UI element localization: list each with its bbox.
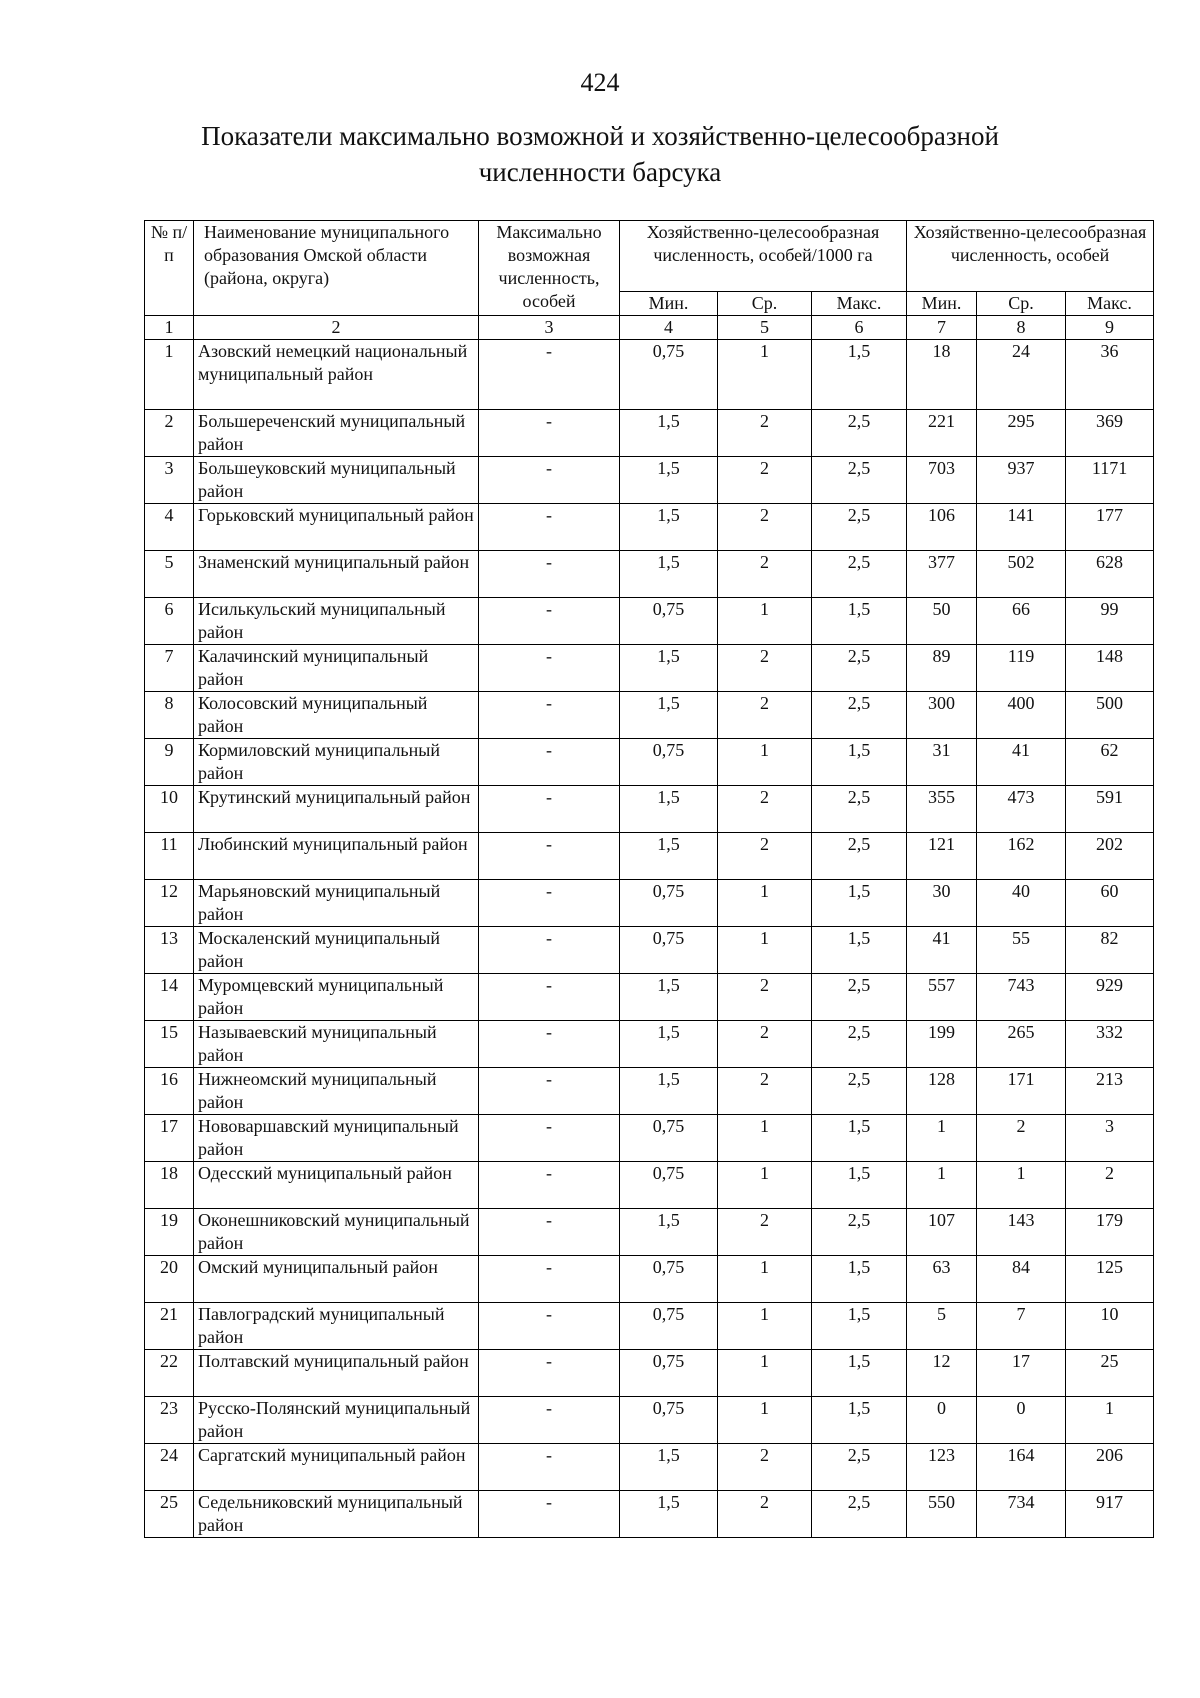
max-possible-cell: - (479, 410, 620, 457)
max-possible-cell: - (479, 551, 620, 598)
density-min-cell: 1,5 (620, 974, 718, 1021)
max-possible-cell: - (479, 1068, 620, 1115)
count-min-cell: 1 (907, 1162, 977, 1209)
row-number: 8 (145, 692, 194, 739)
count-max-cell: 591 (1066, 786, 1154, 833)
count-max-cell: 369 (1066, 410, 1154, 457)
density-avg-cell: 2 (718, 551, 812, 598)
density-avg-cell: 1 (718, 1397, 812, 1444)
count-avg-cell: 143 (977, 1209, 1066, 1256)
count-max-cell: 213 (1066, 1068, 1154, 1115)
count-max-cell: 500 (1066, 692, 1154, 739)
header-density-avg: Ср. (718, 292, 812, 316)
count-min-cell: 703 (907, 457, 977, 504)
count-max-cell: 177 (1066, 504, 1154, 551)
row-number: 17 (145, 1115, 194, 1162)
count-avg-cell: 171 (977, 1068, 1066, 1115)
header-count-max: Макс. (1066, 292, 1154, 316)
district-name: Муромцевский муниципальный район (194, 974, 479, 1021)
table-row (145, 833, 1154, 880)
max-possible-cell: - (479, 1444, 620, 1491)
density-avg-cell: 1 (718, 1303, 812, 1350)
column-number: 3 (479, 316, 620, 340)
row-number: 2 (145, 410, 194, 457)
count-max-cell: 36 (1066, 340, 1154, 410)
column-number: 4 (620, 316, 718, 340)
density-avg-cell: 2 (718, 1068, 812, 1115)
count-max-cell: 125 (1066, 1256, 1154, 1303)
density-max-cell: 1,5 (812, 1303, 907, 1350)
column-number: 8 (977, 316, 1066, 340)
table-row (145, 598, 1154, 645)
count-max-cell: 917 (1066, 1491, 1154, 1538)
density-max-cell: 1,5 (812, 1115, 907, 1162)
row-number: 9 (145, 739, 194, 786)
count-max-cell: 60 (1066, 880, 1154, 927)
count-min-cell: 1 (907, 1115, 977, 1162)
max-possible-cell: - (479, 1256, 620, 1303)
count-avg-cell: 66 (977, 598, 1066, 645)
district-name: Называевский муниципальный район (194, 1021, 479, 1068)
count-min-cell: 12 (907, 1350, 977, 1397)
district-name: Большеуковский муниципальный район (194, 457, 479, 504)
count-max-cell: 1171 (1066, 457, 1154, 504)
count-min-cell: 128 (907, 1068, 977, 1115)
district-name: Полтавский муниципальный район (194, 1350, 479, 1397)
density-min-cell: 1,5 (620, 645, 718, 692)
table-row (145, 1303, 1154, 1350)
density-min-cell: 0,75 (620, 927, 718, 974)
density-avg-cell: 2 (718, 974, 812, 1021)
district-name: Русско-Полянский муниципальный район (194, 1397, 479, 1444)
density-min-cell: 0,75 (620, 1115, 718, 1162)
density-avg-cell: 2 (718, 410, 812, 457)
density-avg-cell: 2 (718, 786, 812, 833)
table-row (145, 927, 1154, 974)
density-min-cell: 1,5 (620, 504, 718, 551)
count-min-cell: 18 (907, 340, 977, 410)
density-max-cell: 1,5 (812, 1397, 907, 1444)
count-min-cell: 5 (907, 1303, 977, 1350)
district-name: Одесский муниципальный район (194, 1162, 479, 1209)
header-name: Наименование муниципального образования Омской области (района, округа) (194, 221, 479, 316)
count-min-cell: 89 (907, 645, 977, 692)
count-min-cell: 355 (907, 786, 977, 833)
count-max-cell: 99 (1066, 598, 1154, 645)
density-avg-cell: 2 (718, 1491, 812, 1538)
count-min-cell: 550 (907, 1491, 977, 1538)
table-row (145, 1068, 1154, 1115)
density-avg-cell: 2 (718, 1021, 812, 1068)
density-min-cell: 1,5 (620, 786, 718, 833)
max-possible-cell: - (479, 1162, 620, 1209)
density-min-cell: 1,5 (620, 1491, 718, 1538)
district-name: Кормиловский муниципальный район (194, 739, 479, 786)
density-min-cell: 0,75 (620, 1162, 718, 1209)
density-avg-cell: 1 (718, 598, 812, 645)
count-max-cell: 148 (1066, 645, 1154, 692)
district-name: Знаменский муниципальный район (194, 551, 479, 598)
density-max-cell: 2,5 (812, 1021, 907, 1068)
count-avg-cell: 141 (977, 504, 1066, 551)
density-min-cell: 0,75 (620, 598, 718, 645)
count-min-cell: 107 (907, 1209, 977, 1256)
row-number: 14 (145, 974, 194, 1021)
table-row (145, 692, 1154, 739)
count-avg-cell: 1 (977, 1162, 1066, 1209)
table-row (145, 739, 1154, 786)
count-max-cell: 1 (1066, 1397, 1154, 1444)
count-avg-cell: 24 (977, 340, 1066, 410)
district-name: Азовский немецкий национальный муниципальный район (194, 340, 479, 410)
density-avg-cell: 2 (718, 1444, 812, 1491)
table-row (145, 1162, 1154, 1209)
district-name: Калачинский муниципальный район (194, 645, 479, 692)
density-max-cell: 2,5 (812, 692, 907, 739)
density-min-cell: 0,75 (620, 1256, 718, 1303)
density-avg-cell: 1 (718, 880, 812, 927)
max-possible-cell: - (479, 1115, 620, 1162)
density-max-cell: 2,5 (812, 786, 907, 833)
row-number: 13 (145, 927, 194, 974)
row-number: 21 (145, 1303, 194, 1350)
header-density-min: Мин. (620, 292, 718, 316)
max-possible-cell: - (479, 1303, 620, 1350)
max-possible-cell: - (479, 1021, 620, 1068)
table-row (145, 504, 1154, 551)
row-number: 23 (145, 1397, 194, 1444)
density-min-cell: 1,5 (620, 1209, 718, 1256)
table-row (145, 457, 1154, 504)
density-avg-cell: 1 (718, 739, 812, 786)
district-name: Большереченский муниципальный район (194, 410, 479, 457)
count-avg-cell: 7 (977, 1303, 1066, 1350)
count-min-cell: 557 (907, 974, 977, 1021)
district-name: Омский муниципальный район (194, 1256, 479, 1303)
density-avg-cell: 1 (718, 1115, 812, 1162)
count-min-cell: 199 (907, 1021, 977, 1068)
count-max-cell: 25 (1066, 1350, 1154, 1397)
density-max-cell: 2,5 (812, 1491, 907, 1538)
density-avg-cell: 2 (718, 457, 812, 504)
table-row (145, 551, 1154, 598)
count-min-cell: 0 (907, 1397, 977, 1444)
density-max-cell: 1,5 (812, 1350, 907, 1397)
row-number: 15 (145, 1021, 194, 1068)
table-row (145, 1444, 1154, 1491)
row-number: 11 (145, 833, 194, 880)
density-avg-cell: 1 (718, 340, 812, 410)
header-num: № п/п (145, 221, 194, 316)
count-avg-cell: 473 (977, 786, 1066, 833)
count-avg-cell: 2 (977, 1115, 1066, 1162)
title-line-1: Показатели максимально возможной и хозяйственно-целесообразной (201, 121, 999, 151)
max-possible-cell: - (479, 974, 620, 1021)
max-possible-cell: - (479, 739, 620, 786)
row-number: 16 (145, 1068, 194, 1115)
max-possible-cell: - (479, 645, 620, 692)
table-row (145, 340, 1154, 410)
table-row (145, 1021, 1154, 1068)
header-max-possible: Максимально возможная численность, особей (479, 221, 620, 316)
count-max-cell: 929 (1066, 974, 1154, 1021)
count-max-cell: 62 (1066, 739, 1154, 786)
count-min-cell: 41 (907, 927, 977, 974)
header-count-avg: Ср. (977, 292, 1066, 316)
header-count-min: Мин. (907, 292, 977, 316)
density-max-cell: 1,5 (812, 1256, 907, 1303)
table-row (145, 1491, 1154, 1538)
density-max-cell: 2,5 (812, 551, 907, 598)
count-max-cell: 3 (1066, 1115, 1154, 1162)
row-number: 20 (145, 1256, 194, 1303)
max-possible-cell: - (479, 1350, 620, 1397)
density-max-cell: 2,5 (812, 833, 907, 880)
count-min-cell: 377 (907, 551, 977, 598)
header-density-max: Макс. (812, 292, 907, 316)
density-max-cell: 2,5 (812, 504, 907, 551)
count-max-cell: 628 (1066, 551, 1154, 598)
district-name: Любинский муниципальный район (194, 833, 479, 880)
density-max-cell: 2,5 (812, 457, 907, 504)
count-max-cell: 179 (1066, 1209, 1154, 1256)
district-name: Оконешниковский муниципальный район (194, 1209, 479, 1256)
density-max-cell: 1,5 (812, 880, 907, 927)
density-avg-cell: 1 (718, 927, 812, 974)
density-max-cell: 1,5 (812, 1162, 907, 1209)
count-avg-cell: 502 (977, 551, 1066, 598)
density-min-cell: 0,75 (620, 739, 718, 786)
max-possible-cell: - (479, 598, 620, 645)
max-possible-cell: - (479, 692, 620, 739)
count-avg-cell: 40 (977, 880, 1066, 927)
column-number: 9 (1066, 316, 1154, 340)
density-avg-cell: 2 (718, 645, 812, 692)
count-avg-cell: 164 (977, 1444, 1066, 1491)
density-min-cell: 1,5 (620, 1444, 718, 1491)
table-row (145, 1209, 1154, 1256)
density-max-cell: 2,5 (812, 410, 907, 457)
density-max-cell: 2,5 (812, 1068, 907, 1115)
density-max-cell: 1,5 (812, 927, 907, 974)
density-avg-cell: 1 (718, 1162, 812, 1209)
district-name: Крутинский муниципальный район (194, 786, 479, 833)
row-number: 25 (145, 1491, 194, 1538)
count-max-cell: 332 (1066, 1021, 1154, 1068)
header-count: Хозяйственно-целесообразная численность, особей (907, 221, 1154, 292)
density-min-cell: 0,75 (620, 1350, 718, 1397)
density-max-cell: 2,5 (812, 1209, 907, 1256)
density-avg-cell: 1 (718, 1350, 812, 1397)
column-number: 7 (907, 316, 977, 340)
count-avg-cell: 295 (977, 410, 1066, 457)
row-number: 6 (145, 598, 194, 645)
max-possible-cell: - (479, 1209, 620, 1256)
count-avg-cell: 55 (977, 927, 1066, 974)
density-max-cell: 2,5 (812, 974, 907, 1021)
table-row (145, 410, 1154, 457)
density-min-cell: 1,5 (620, 551, 718, 598)
district-name: Москаленский муниципальный район (194, 927, 479, 974)
max-possible-cell: - (479, 833, 620, 880)
density-min-cell: 1,5 (620, 833, 718, 880)
header-density: Хозяйственно-целесообразная численность, особей/1000 га (620, 221, 907, 292)
row-number: 10 (145, 786, 194, 833)
max-possible-cell: - (479, 1397, 620, 1444)
count-min-cell: 221 (907, 410, 977, 457)
density-min-cell: 1,5 (620, 457, 718, 504)
density-max-cell: 1,5 (812, 340, 907, 410)
density-max-cell: 2,5 (812, 1444, 907, 1491)
count-avg-cell: 162 (977, 833, 1066, 880)
density-avg-cell: 2 (718, 504, 812, 551)
density-avg-cell: 1 (718, 1256, 812, 1303)
column-number: 6 (812, 316, 907, 340)
density-min-cell: 1,5 (620, 1068, 718, 1115)
table-row (145, 974, 1154, 1021)
district-name: Павлоградский муниципальный район (194, 1303, 479, 1350)
row-number: 5 (145, 551, 194, 598)
density-avg-cell: 2 (718, 833, 812, 880)
count-avg-cell: 400 (977, 692, 1066, 739)
district-name: Седельниковский муниципальный район (194, 1491, 479, 1538)
max-possible-cell: - (479, 504, 620, 551)
count-min-cell: 300 (907, 692, 977, 739)
max-possible-cell: - (479, 457, 620, 504)
district-name: Саргатский муниципальный район (194, 1444, 479, 1491)
count-max-cell: 2 (1066, 1162, 1154, 1209)
district-name: Нижнеомский муниципальный район (194, 1068, 479, 1115)
max-possible-cell: - (479, 340, 620, 410)
density-max-cell: 2,5 (812, 645, 907, 692)
district-name: Исилькульский муниципальный район (194, 598, 479, 645)
count-avg-cell: 734 (977, 1491, 1066, 1538)
max-possible-cell: - (479, 1491, 620, 1538)
row-number: 4 (145, 504, 194, 551)
count-avg-cell: 41 (977, 739, 1066, 786)
row-number: 19 (145, 1209, 194, 1256)
count-min-cell: 106 (907, 504, 977, 551)
count-avg-cell: 17 (977, 1350, 1066, 1397)
density-min-cell: 0,75 (620, 340, 718, 410)
column-number: 2 (194, 316, 479, 340)
count-max-cell: 82 (1066, 927, 1154, 974)
density-min-cell: 0,75 (620, 1397, 718, 1444)
max-possible-cell: - (479, 786, 620, 833)
count-min-cell: 63 (907, 1256, 977, 1303)
column-numbers-row (145, 316, 1154, 340)
density-min-cell: 0,75 (620, 880, 718, 927)
row-number: 12 (145, 880, 194, 927)
column-number: 1 (145, 316, 194, 340)
density-min-cell: 0,75 (620, 1303, 718, 1350)
table-row (145, 1350, 1154, 1397)
count-avg-cell: 84 (977, 1256, 1066, 1303)
density-min-cell: 1,5 (620, 1021, 718, 1068)
count-min-cell: 30 (907, 880, 977, 927)
count-min-cell: 123 (907, 1444, 977, 1491)
row-number: 24 (145, 1444, 194, 1491)
count-avg-cell: 119 (977, 645, 1066, 692)
count-max-cell: 10 (1066, 1303, 1154, 1350)
table-row (145, 880, 1154, 927)
max-possible-cell: - (479, 927, 620, 974)
table-row (145, 645, 1154, 692)
row-number: 22 (145, 1350, 194, 1397)
table-row (145, 1256, 1154, 1303)
count-min-cell: 121 (907, 833, 977, 880)
title-line-2: численности барсука (478, 157, 722, 187)
count-max-cell: 202 (1066, 833, 1154, 880)
density-min-cell: 1,5 (620, 692, 718, 739)
page-number: 424 (580, 68, 620, 97)
row-number: 3 (145, 457, 194, 504)
count-avg-cell: 0 (977, 1397, 1066, 1444)
row-number: 7 (145, 645, 194, 692)
page-title (0, 118, 1200, 190)
count-min-cell: 50 (907, 598, 977, 645)
district-name: Горьковский муниципальный район (194, 504, 479, 551)
density-max-cell: 1,5 (812, 598, 907, 645)
badger-population-table (144, 220, 1154, 1538)
table-body (145, 340, 1154, 1538)
density-avg-cell: 2 (718, 1209, 812, 1256)
density-max-cell: 1,5 (812, 739, 907, 786)
district-name: Нововаршавский муниципальный район (194, 1115, 479, 1162)
row-number: 18 (145, 1162, 194, 1209)
district-name: Колосовский муниципальный район (194, 692, 479, 739)
density-avg-cell: 2 (718, 692, 812, 739)
count-min-cell: 31 (907, 739, 977, 786)
table-row (145, 786, 1154, 833)
count-avg-cell: 265 (977, 1021, 1066, 1068)
table-row (145, 1115, 1154, 1162)
max-possible-cell: - (479, 880, 620, 927)
district-name: Марьяновский муниципальный район (194, 880, 479, 927)
column-number: 5 (718, 316, 812, 340)
row-number: 1 (145, 340, 194, 410)
count-max-cell: 206 (1066, 1444, 1154, 1491)
density-min-cell: 1,5 (620, 410, 718, 457)
count-avg-cell: 937 (977, 457, 1066, 504)
table-row (145, 1397, 1154, 1444)
count-avg-cell: 743 (977, 974, 1066, 1021)
